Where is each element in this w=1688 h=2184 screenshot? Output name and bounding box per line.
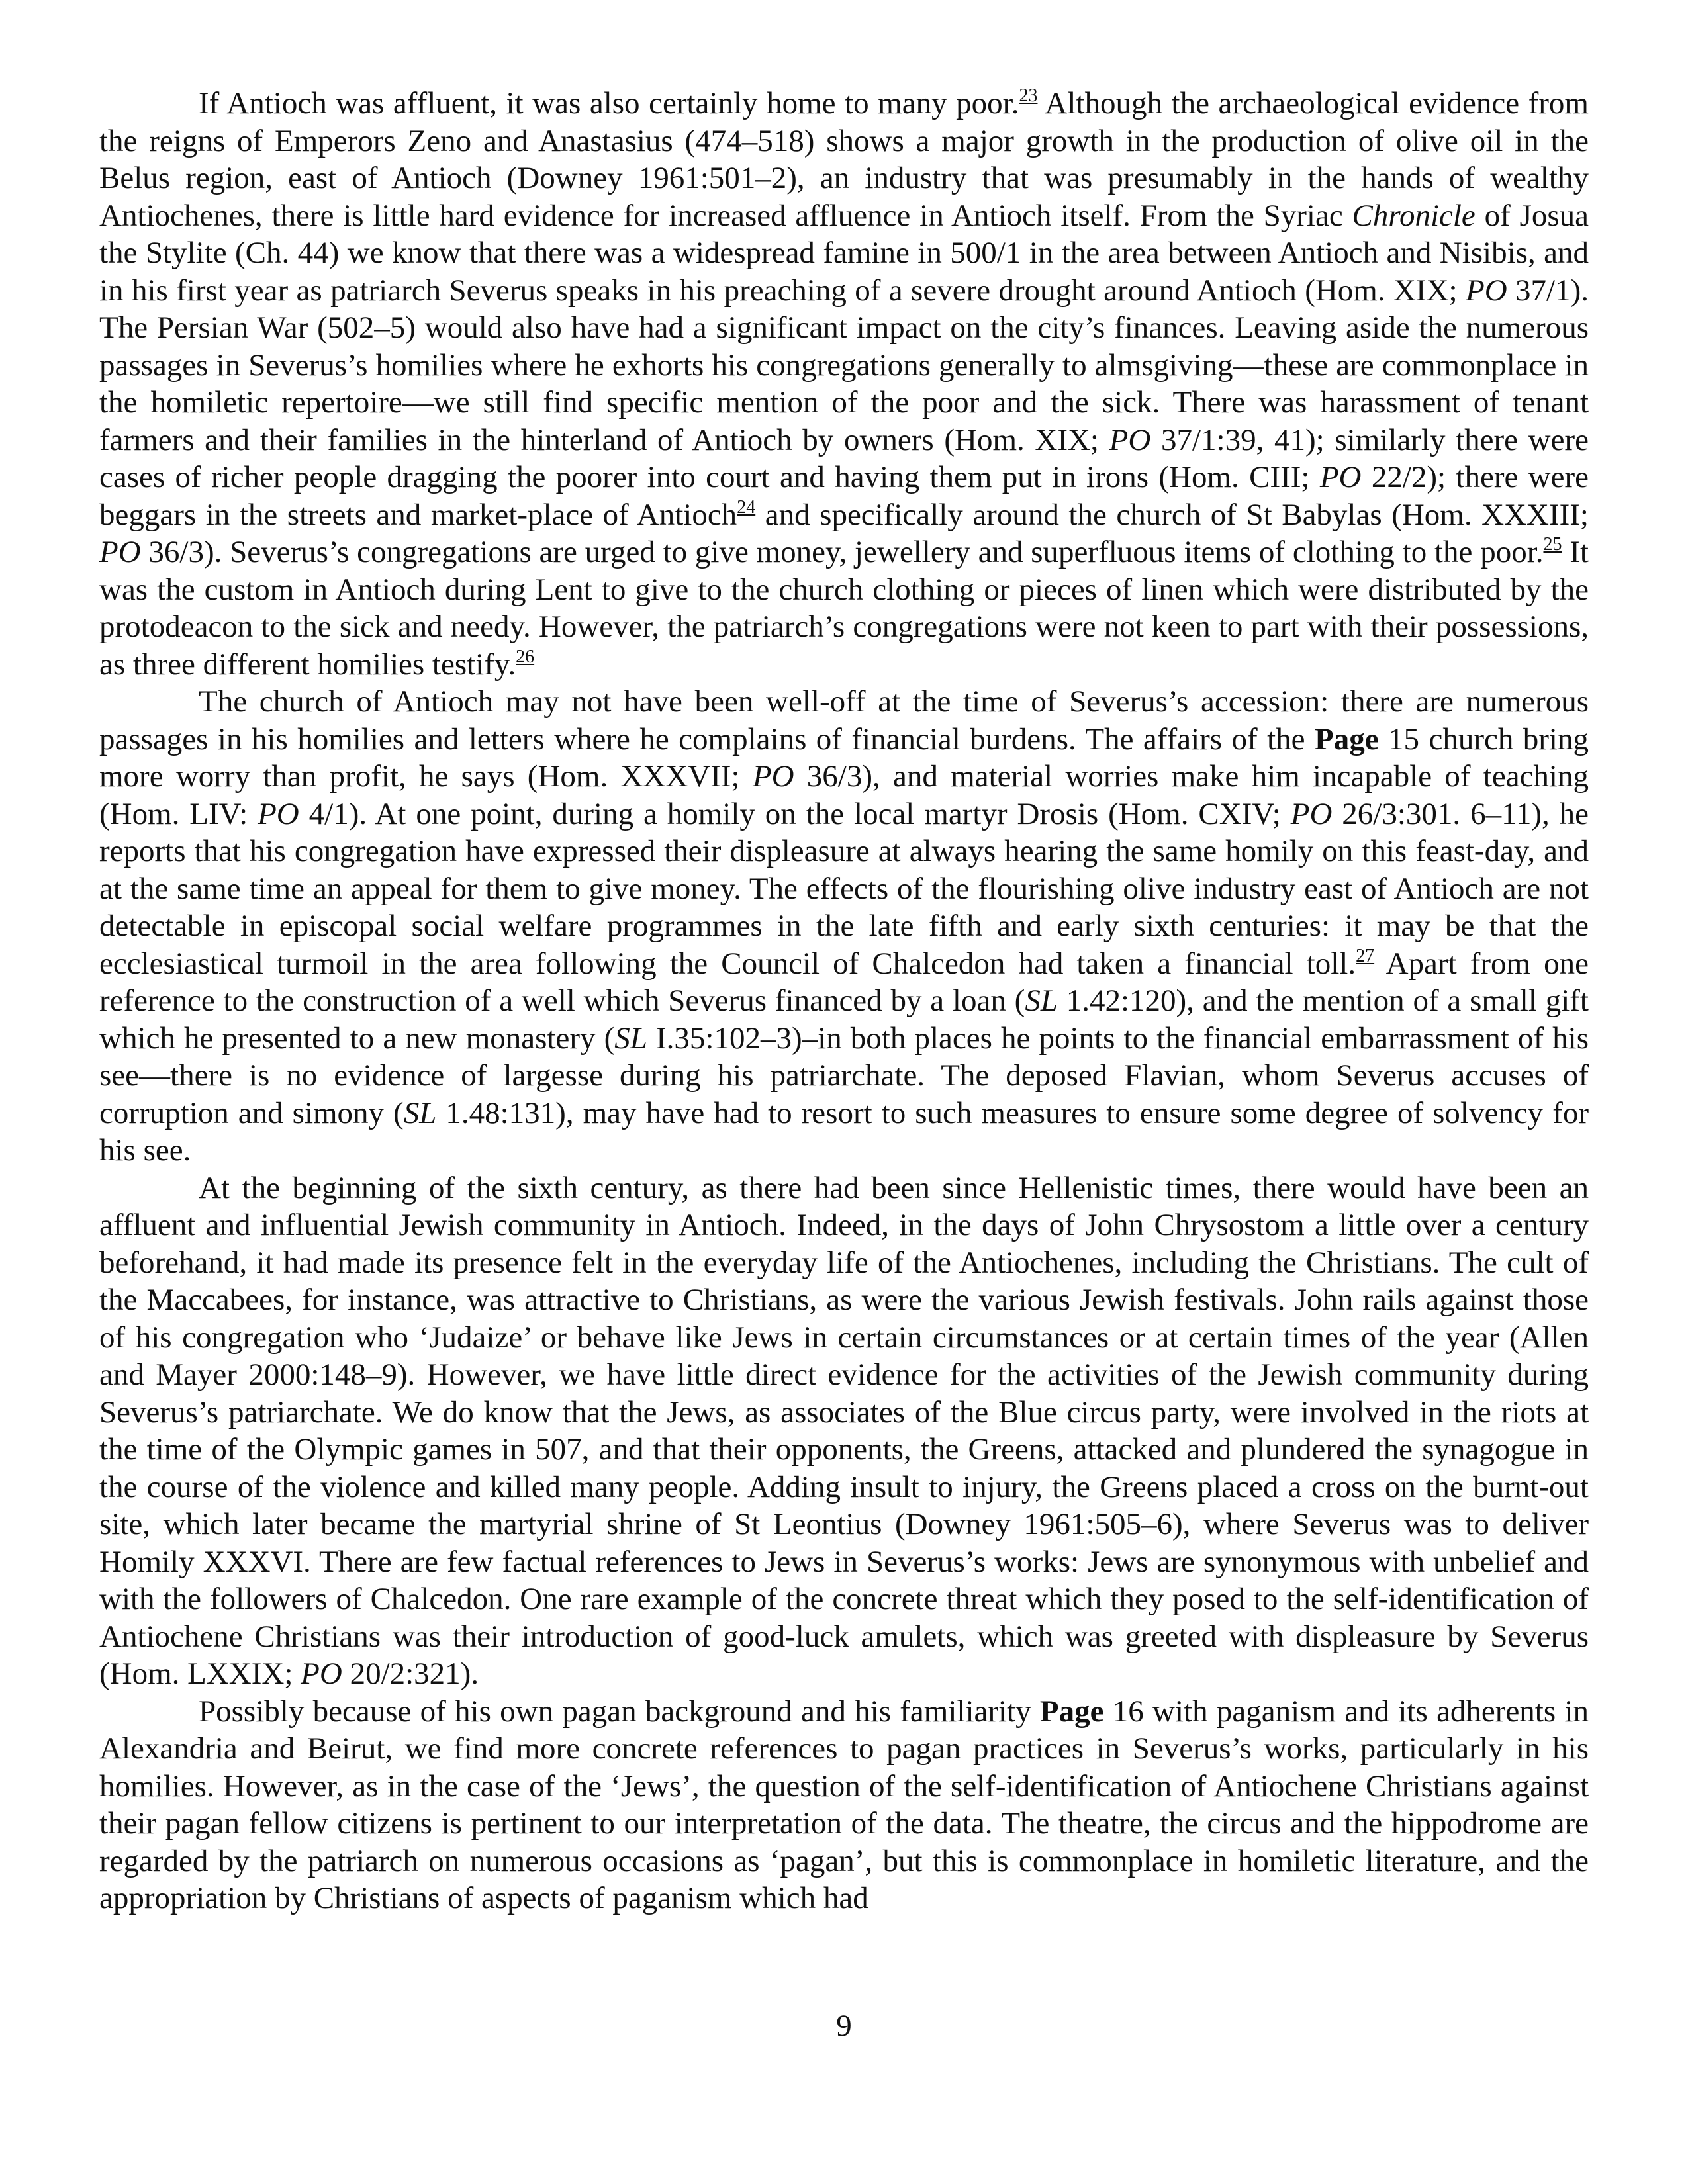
paragraph-jewish-community: At the beginning of the sixth century, as there had been since Hellenistic times, there would have been an affluent and influential Jewish community in Antioch. Indeed, in the days of John Chrysostom a little over a century beforehand, it had made its presence felt in the everyday life of the Antiochenes, including the Christians. The cult of the Maccabees, for instance, was attractive to Christians, as were the various Jewish festivals. John rails against those of his congregation who ‘Judaize’ or behave like Jews in certain circumstances or at certain times of the year (Allen and Mayer 2000:148–9). However, we have little direct evidence for the activities of the Jewish community during Severus’s patriarchate. We do know that the Jews, as associates of the Blue circus party, were involved in the riots at the time of the Olympic games in 507, and that their opponents, the Greens, attacked and plundered the synagogue in the course of the violence and killed many people. Adding insult to injury, the Greens placed a cross on the burnt-out site, which later became the martyrial shrine of St Leontius (Downey 1961:505–6), where Severus was to deliver Homily XXXVI. There are few factual references to Jews in Severus’s works: Jews are synonymous with unbelief and with the followers of Chalcedon. One rare example of the concrete threat which they posed to the self-identification of Antiochene Christians was their introduction of good-luck amulets, which was greeted with displeasure by Severus (Hom. LXXIX; PO 20/2:321).	[99, 1170, 1589, 1691]
footnote-ref-25[interactable]: 25	[1543, 534, 1562, 555]
paragraph-poverty: If Antioch was affluent, it was also certainly home to many poor.$^{23}$ Although the archaeological evidence from the reigns of Emperors Zeno and Anastasius (474–518) shows a major growth in the production of olive oil in the Belus region, east of Antioch (Downey 1961:501–2), an industry that was presumably in the hands of wealthy Antiochenes, there is little hard evidence for increased affluence in Antioch itself. From the Syriac Chronicle of Josua the Stylite (Ch. 44) we know that there was a widespread famine in 500/1 in the area between Antioch and Nisibis, and in his first year as patriarch Severus speaks in his preaching of a severe drought around Antioch (Hom. XIX; PO 37/1). The Persian War (502–5) would also have had a significant impact on the city’s finances. Leaving aside the numerous passages in Severus’s homilies where he exhorts his congregations generally to almsgiving—these are commonplace in the homiletic repertoire—we still find specific mention of the poor and the sick. There was harassment of tenant farmers and their families in the hinterland of Antioch by owners (Hom. XIX; PO 37/1:39, 41); similarly there were cases of richer people dragging the poorer into court and having them put in irons (Hom. CIII; PO 22/2); there were beggars in the streets and market-place of Antioch$^{24}$ and specifically around the church of St Babylas (Hom. XXXIII; PO 36/3). Severus’s congregations are urged to give money, jewellery and superfluous items of clothing to the poor.$^{25}$ It was the custom in Antioch during Lent to give to the church clothing or pieces of linen which were distributed by the protodeacon to the sick and needy. However, the patriarch’s congregations were not keen to part with their possessions, as three different homilies testify.$^{26}$	[99, 85, 1589, 682]
page-marker-16: Page	[1039, 1694, 1104, 1729]
document-body	[99, 85, 1589, 1917]
footnote-ref-26[interactable]: 26	[516, 646, 535, 667]
paragraph-pagan-practices: Possibly because of his own pagan background and his familiarity Page 16 with paganism and its adherents in Alexandria and Beirut, we find more concrete references to pagan practices in Severus’s works, particularly in his homilies. However, as in the case of the ‘Jews’, the question of the self-identification of Antiochene Christians against their pagan fellow citizens is pertinent to our interpretation of the data. The theatre, the circus and the hippodrome are regarded by the patriarch on numerous occasions as ‘pagan’, but this is commonplace in homiletic literature, and the appropriation by Christians of aspects of paganism which had	[99, 1694, 1589, 1915]
footnote-ref-23[interactable]: 23	[1019, 85, 1038, 106]
paragraph-church-finances: The church of Antioch may not have been well-off at the time of Severus’s accession: there are numerous passages in his homilies and letters where he complains of financial burdens. The affairs of the Page 15 church bring more worry than profit, he says (Hom. XXXVII; PO 36/3), and material worries make him incapable of teaching (Hom. LIV: PO 4/1). At one point, during a homily on the local martyr Drosis (Hom. CXIV; PO 26/3:301. 6–11), he reports that his congregation have expressed their displeasure at always hearing the same homily on this feast-day, and at the same time an appeal for them to give money. The effects of the flourishing olive industry east of Antioch are not detectable in episcopal social welfare programmes in the late fifth and early sixth centuries: it may be that the ecclesiastical turmoil in the area following the Council of Chalcedon had taken a financial toll.$^{27}$ Apart from one reference to the construction of a well which Severus financed by a loan (SL 1.42:120), and the mention of a small gift which he presented to a new monastery (SL I.35:102–3)–in both places he points to the financial embarrassment of his see—there is no evidence of largesse during his patriarchate. The deposed Flavian, whom Severus accuses of corruption and simony (SL 1.48:131), may have had to resort to such measures to ensure some degree of solvency for his see.	[99, 684, 1589, 1167]
page-number: 9	[836, 2009, 852, 2043]
footnote-ref-27[interactable]: 27	[1356, 945, 1375, 966]
page-marker-15: Page	[1315, 721, 1379, 756]
footnote-ref-24[interactable]: 24	[737, 496, 756, 518]
